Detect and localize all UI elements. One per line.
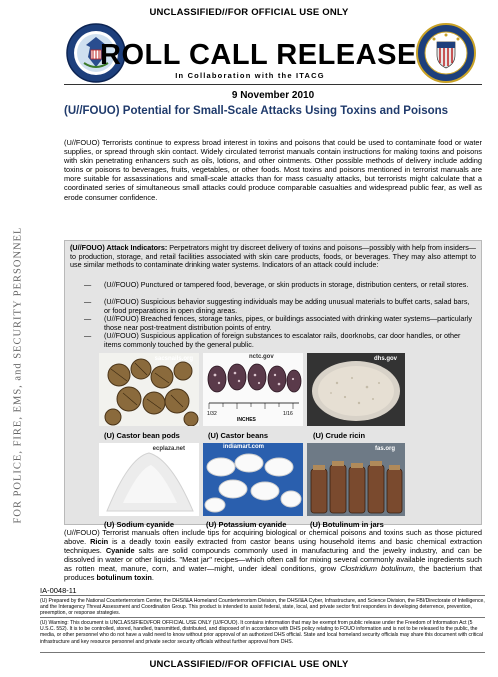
term-botulinum: botulinum toxin <box>96 573 152 583</box>
footer-divider <box>40 617 485 618</box>
photo-watermark: nctc.gov <box>249 354 274 360</box>
botulinum-jars-photo <box>307 443 405 516</box>
indicator-bullet-text: (U//FOUO) Suspicious behavior suggesting individuals may be adding unusual materials to buffet carts, salad bars, or food preparations in open dining areas. <box>104 297 470 315</box>
photo-caption: (U) Botulinum in jars <box>310 520 384 529</box>
page-subtitle: In Collaboration with the ITACG <box>175 71 325 80</box>
crude-ricin-photo <box>307 353 405 426</box>
photo-caption: (U) Sodium cyanide <box>104 520 175 529</box>
classification-banner-bottom: UNCLASSIFIED//FOR OFFICIAL USE ONLY <box>149 659 349 670</box>
page-title: ROLL CALL RELEASE <box>100 39 417 71</box>
photo-watermark: ecplaza.net <box>152 446 185 452</box>
footer-divider <box>40 595 485 596</box>
attack-indicators-intro <box>70 244 476 270</box>
term-clostridium: Clostridium botulinum <box>340 564 414 574</box>
attack-indicators-label: (U//FOUO) Attack Indicators: <box>70 243 168 252</box>
photo-caption: (U) Crude ricin <box>313 431 366 440</box>
closing-text: (U//FOUO) Terrorist manuals often include tips for acquiring biological or chemical poisons and toxins such as those pictured above. <box>64 528 482 547</box>
photo-caption: (U) Castor beans <box>208 431 269 440</box>
photo-watermark: sacsnails.org <box>154 356 193 362</box>
prepared-by-note: (U) Prepared by the National Counterterrorism Center, the DHS/I&A Homeland Counterterrorism Division, the DHS/I&A Cyber, Infrastructure, and Science Division, the FBI/Directorate of Intelligence, and the Interagency Threat Assessment and Coordination Group. This product is intended to assist federal, state, local, and private sector first responders in developing deterrence, prevention, preemption, or response strategies. <box>40 598 485 617</box>
photo-caption: (U) Potassium cyanide <box>206 520 287 529</box>
bullet-dash: — <box>84 314 92 323</box>
closing-text: salts are solid compounds commonly used in manufacturing and the jewelry industry, and can be dissolved in water or other liquids. "Meat jar" recipes—which often call for mixing several commonly available ingredients such as rotten meat, manure, corn, and water—might, under ideal conditions, grow <box>64 546 482 574</box>
document-id: IA-0048-11 <box>40 586 77 595</box>
audience-sidebar <box>6 140 30 610</box>
photo-watermark: fas.org <box>374 446 395 452</box>
closing-text: , the bacterium that produces <box>64 564 483 583</box>
photo-watermark: indiamart.com <box>223 444 265 450</box>
indicator-bullet-text: (U//FOUO) Suspicious application of foreign substances to escalator rails, doorknobs, car door handles, or other items commonly touched by the general public. <box>104 331 461 349</box>
ruler-right-label: 1/16 <box>283 411 293 417</box>
fbi-seal-icon <box>416 23 476 83</box>
term-cyanide: Cyanide <box>105 546 135 556</box>
intro-paragraph: (U//FOUO) Terrorists continue to express broad interest in toxins and poisons that could be used to contaminate food or water supplies, or spread through skin contact. Widely circulated terrorist manuals contain instructions for making toxins and poisons with skin penetrating enhancers such as oils, lotions, and other ointments. Other possible methods of delivery include adding toxins or poisons to beverages, fruits, vegetables, or other foods. Most toxins and poisons mentioned in terrorist manuals are more suitable for assassinations and small-scale attacks than for mass casualty attacks, but terrorists might calculate that a coordinated series of simultaneous small attacks could produce comparable casualties and widespread public fear, as well as erode consumer confidence. <box>64 138 482 202</box>
photo-watermark: dhs.gov <box>373 356 397 362</box>
fouo-warning-note: (U) Warning: This document is UNCLASSIFIED//FOR OFFICIAL USE ONLY (U//FOUO). It contains information that may be exempt from public release under the Freedom of Information Act (5 U.S.C. 552). It is to be controlled, stored, handled, transmitted, distributed, and disposed of in accordance with DHS policy relating to FOUO information and is not to be released to the public, the media, or other personnel who do not have a valid need to know without prior approval of an authorized DHS official. State and local homeland security officials may share this document with critical infrastructure and key resource personnel and private sector security officials without further approval from DHS. <box>40 620 483 645</box>
indicator-bullet-text: (U//FOUO) Punctured or tampered food, beverage, or skin products in storage, distribution centers, or retail stores. <box>104 280 469 289</box>
closing-paragraph <box>64 528 482 583</box>
indicator-bullet <box>84 332 476 350</box>
castor-beans-photo <box>203 353 303 426</box>
ruler-inches-label: INCHES <box>237 417 256 423</box>
bullet-dash: — <box>84 280 92 289</box>
closing-text: . <box>151 573 154 583</box>
castor-bean-pods-photo <box>99 353 199 426</box>
footer-divider <box>40 652 485 653</box>
indicator-bullet-text: (U//FOUO) Breached fences, storage tanks, pipes, or buildings associated with drinking water systems—particularly those near post-treatment distribution points of entry. <box>104 314 472 332</box>
classification-banner-top: UNCLASSIFIED//FOR OFFICIAL USE ONLY <box>149 7 349 18</box>
photo-caption: (U) Castor bean pods <box>104 431 180 440</box>
ruler-left-label: 1/32 <box>207 411 217 417</box>
header-divider <box>64 84 482 85</box>
term-ricin: Ricin <box>90 537 109 547</box>
release-date: 9 November 2010 <box>231 90 315 101</box>
potassium-cyanide-photo <box>203 443 303 516</box>
bullet-dash: — <box>84 297 92 306</box>
attack-indicators-text: Perpetrators might try discreet delivery of toxins and poisons—possibly with help from insiders—to production, storage, and retail facilities associated with skin care products, foods, or beverages. They may also attempt to use similar methods to contaminate drinking water systems. Indicators of an attack could include: <box>70 243 476 270</box>
bullet-dash: — <box>84 331 92 340</box>
sodium-cyanide-photo <box>99 443 199 516</box>
closing-text: is a deadly toxin easily extracted from castor beans using household items and basic chemical extraction techniques. <box>64 537 482 556</box>
release-heading: (U//FOUO) Potential for Small-Scale Attacks Using Toxins and Poisons <box>64 105 449 117</box>
audience-sidebar-text: FOR POLICE, FIRE, EMS, and SECURITY PERSONNEL <box>12 226 24 524</box>
